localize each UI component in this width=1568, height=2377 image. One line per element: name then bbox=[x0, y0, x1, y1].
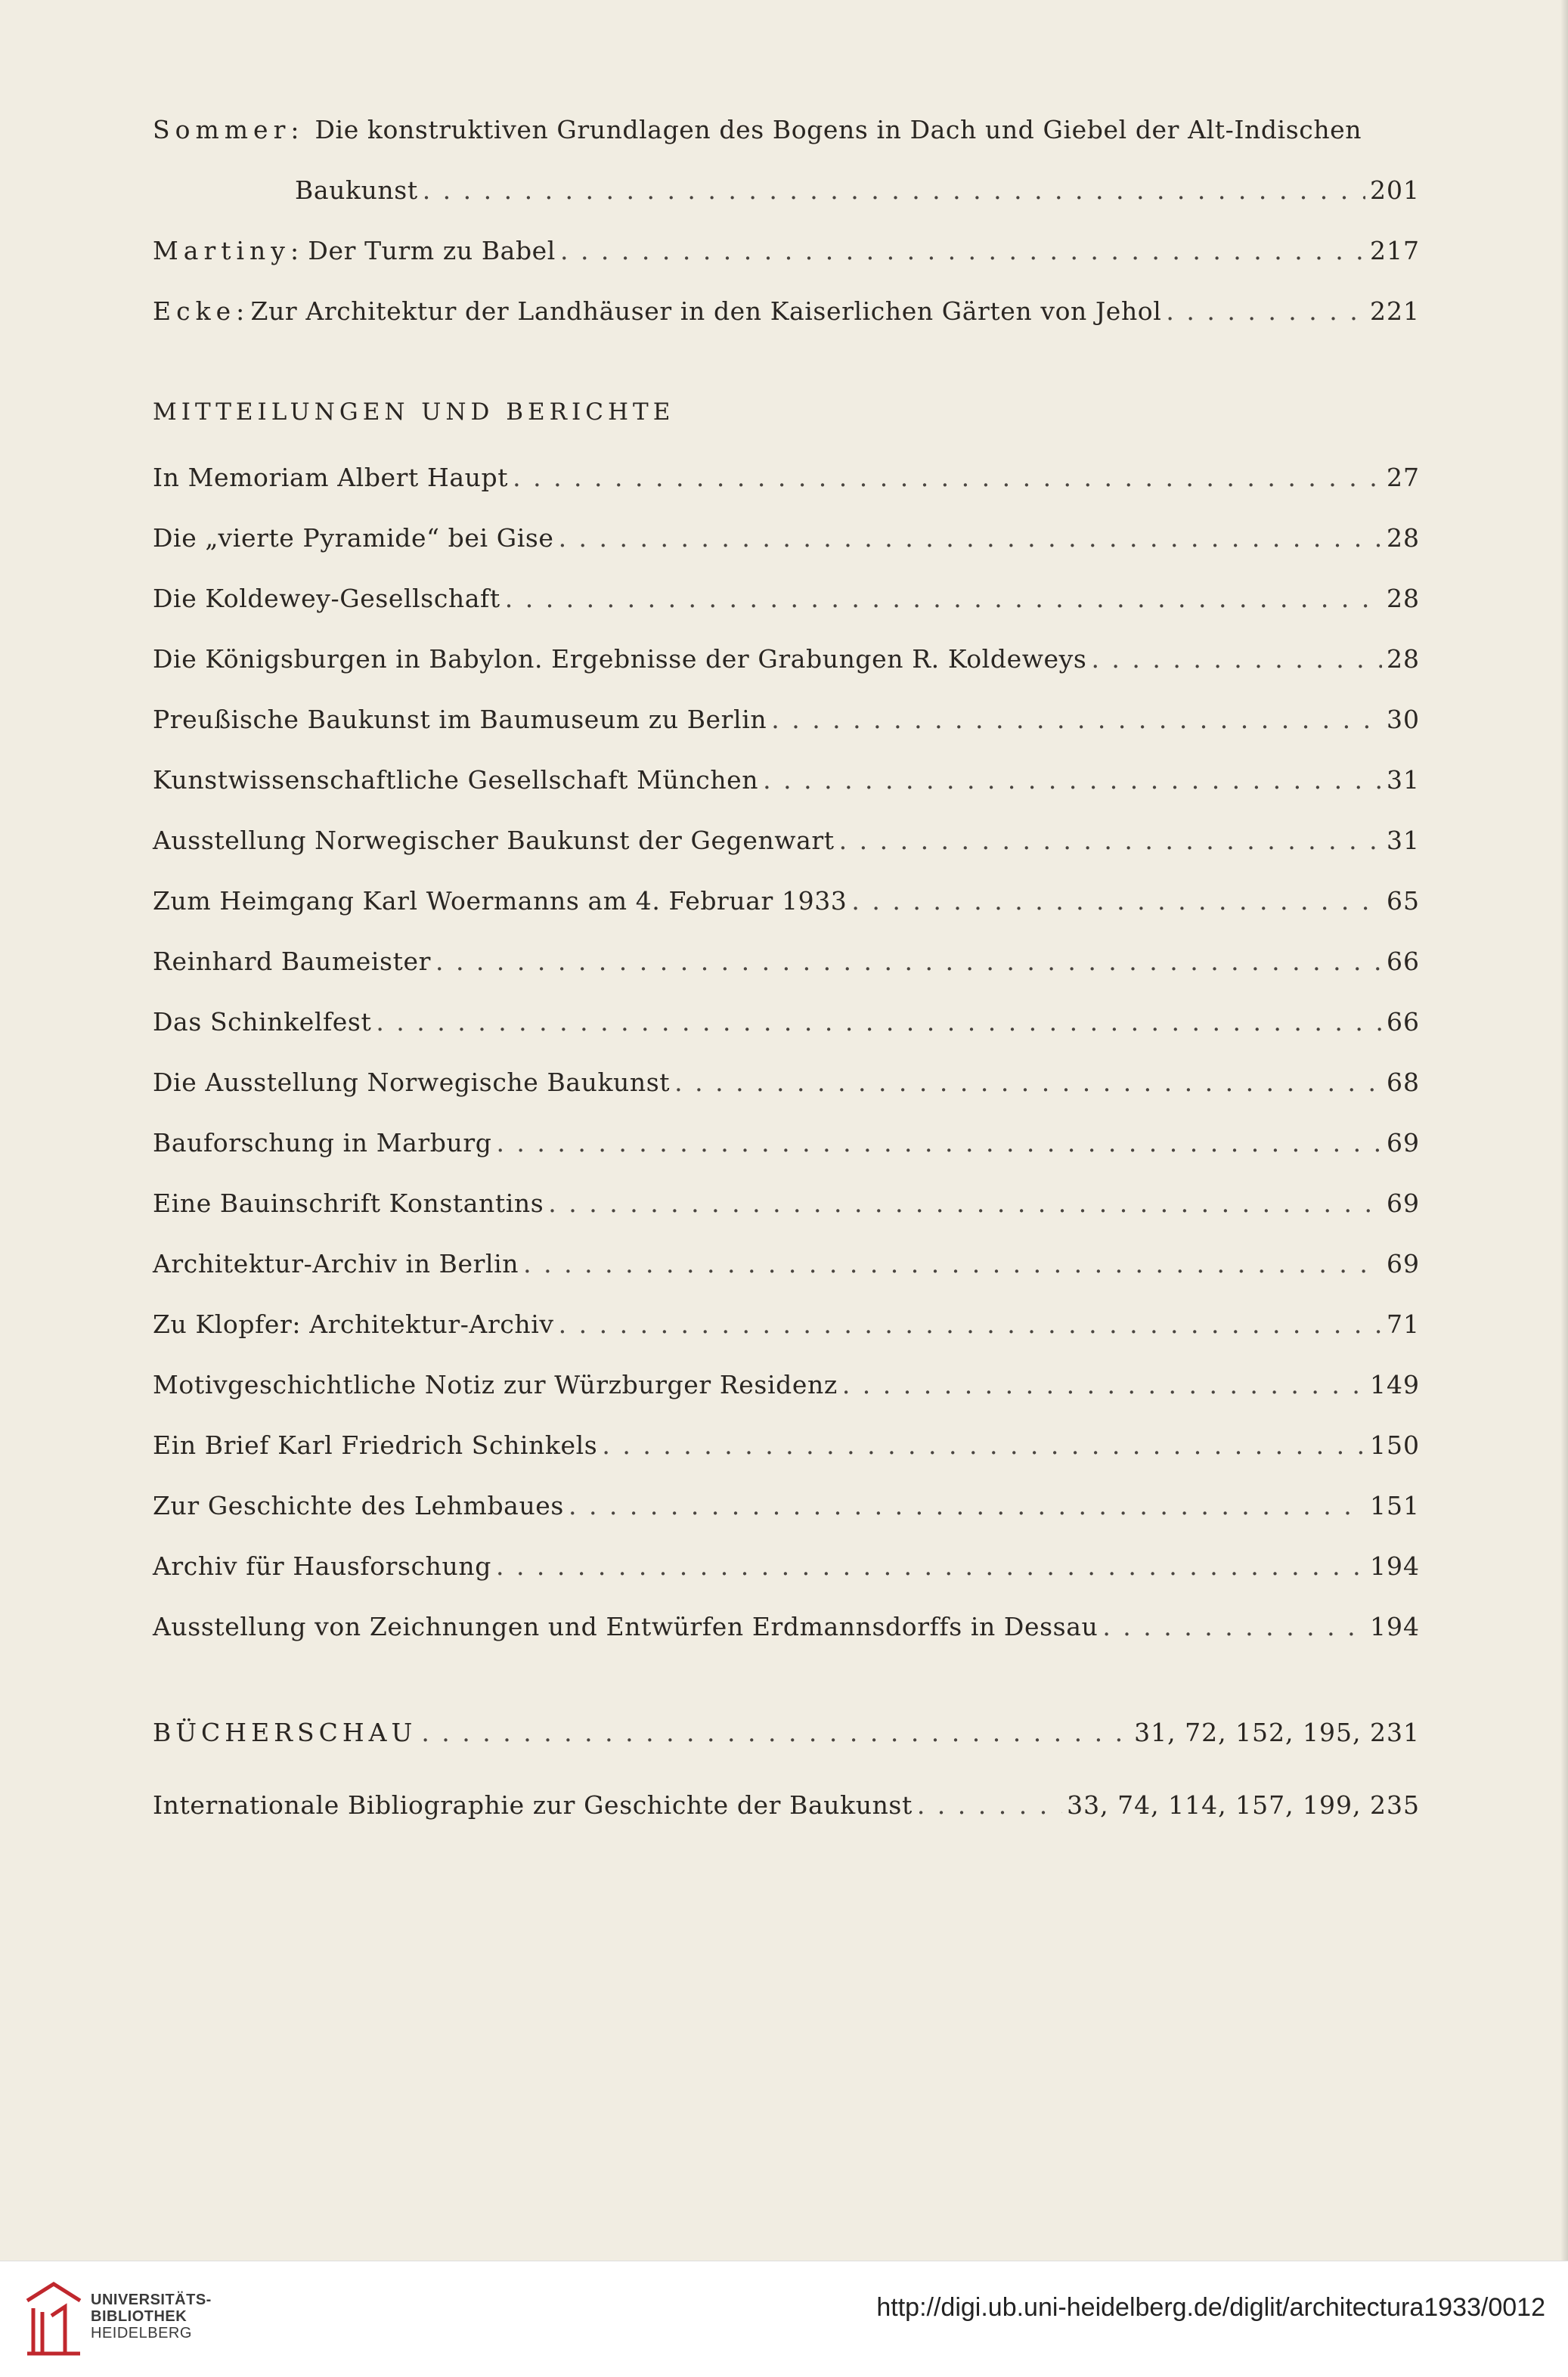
entry-title: Zur Geschichte des Lehmbaues bbox=[153, 1491, 564, 1520]
entry-page: 68 bbox=[1387, 1068, 1420, 1097]
toc-entry bbox=[153, 886, 1420, 922]
toc-entry-ecke bbox=[153, 296, 1420, 333]
entry-title: Zu Klopfer: Architektur-Archiv bbox=[153, 1309, 554, 1339]
toc-entry bbox=[153, 1068, 1420, 1104]
entry-title: Der Turm zu Babel bbox=[308, 236, 556, 265]
dot-leader bbox=[496, 1128, 1382, 1158]
dot-leader bbox=[496, 1551, 1365, 1581]
entry-title: Zur Architektur der Landhäuser in den Kaiserlichen Gärten von Jehol bbox=[250, 296, 1162, 326]
dot-leader bbox=[917, 1790, 1062, 1820]
dot-leader bbox=[513, 463, 1382, 492]
toc-entry bbox=[153, 644, 1420, 680]
entry-page: 69 bbox=[1387, 1188, 1420, 1218]
entry-page: 28 bbox=[1387, 584, 1420, 613]
entry-page: 33, 74, 114, 157, 199, 235 bbox=[1067, 1790, 1420, 1820]
entry-page: 149 bbox=[1370, 1370, 1420, 1399]
entry-page: 194 bbox=[1370, 1551, 1420, 1581]
entry-title: Zum Heimgang Karl Woermanns am 4. Februar 1933 bbox=[153, 886, 848, 916]
dot-leader bbox=[559, 1309, 1382, 1339]
entry-title: Die Königsburgen in Babylon. Ergebnisse der Grabungen R. Koldeweys bbox=[153, 644, 1087, 674]
entry-page: 221 bbox=[1370, 296, 1420, 326]
toc-entry bbox=[153, 1188, 1420, 1225]
toc-entry bbox=[153, 584, 1420, 620]
dot-leader bbox=[1091, 644, 1382, 674]
dot-leader bbox=[839, 826, 1382, 855]
dot-leader bbox=[771, 705, 1382, 734]
entry-author: Martiny: bbox=[153, 236, 305, 265]
toc-entry bbox=[153, 1491, 1420, 1527]
toc-entry bbox=[153, 463, 1420, 499]
entry-page: 65 bbox=[1387, 886, 1420, 916]
dot-leader bbox=[423, 175, 1365, 205]
entry-page: 27 bbox=[1387, 463, 1420, 492]
entry-page: 31 bbox=[1387, 765, 1420, 795]
toc-entry bbox=[153, 826, 1420, 862]
entry-page: 28 bbox=[1387, 644, 1420, 674]
entry-title: Ausstellung von Zeichnungen und Entwürfen Erdmannsdorffs in Dessau bbox=[153, 1612, 1099, 1641]
dot-leader bbox=[851, 886, 1382, 916]
entry-title: BÜCHERSCHAU bbox=[153, 1718, 417, 1747]
dot-leader bbox=[376, 1007, 1382, 1037]
entry-page: 66 bbox=[1387, 947, 1420, 976]
toc-entry bbox=[153, 1612, 1420, 1648]
toc-entry bbox=[153, 523, 1420, 559]
entry-title: Kunstwissenschaftliche Gesellschaft München bbox=[153, 765, 759, 795]
entry-title: Reinhard Baumeister bbox=[153, 947, 431, 976]
entry-author: Sommer: bbox=[153, 115, 305, 144]
dot-leader bbox=[435, 947, 1382, 976]
entry-title: Bauforschung in Marburg bbox=[153, 1128, 492, 1158]
entry-title: Die Ausstellung Norwegische Baukunst bbox=[153, 1068, 671, 1097]
dot-leader bbox=[763, 765, 1382, 795]
entry-page: 66 bbox=[1387, 1007, 1420, 1037]
dot-leader bbox=[1166, 296, 1365, 326]
dot-leader bbox=[560, 236, 1365, 265]
entry-title: Motivgeschichtliche Notiz zur Würzburger Residenz bbox=[153, 1370, 838, 1399]
source-url[interactable]: http://digi.ub.uni-heidelberg.de/diglit/architectura1933/0012 bbox=[876, 2293, 1545, 2322]
toc-entry bbox=[153, 1007, 1420, 1043]
entry-title: Baukunst bbox=[295, 175, 418, 205]
entry-title: Ein Brief Karl Friedrich Schinkels bbox=[153, 1430, 598, 1460]
entry-title: Die konstruktiven Grundlagen des Bogens in Dach und Giebel der Alt-Indischen bbox=[315, 115, 1362, 144]
dot-leader bbox=[674, 1068, 1382, 1097]
entry-title: Ausstellung Norwegischer Baukunst der Gegenwart bbox=[153, 826, 835, 855]
entry-page: 201 bbox=[1370, 175, 1420, 205]
entry-page: 69 bbox=[1387, 1128, 1420, 1158]
entry-page: 194 bbox=[1370, 1612, 1420, 1641]
entry-title: In Memoriam Albert Haupt bbox=[153, 463, 509, 492]
toc-entry bbox=[153, 1430, 1420, 1467]
entry-page: 71 bbox=[1387, 1309, 1420, 1339]
digitization-footer bbox=[0, 2261, 1568, 2377]
entry-title: Preußische Baukunst im Baumuseum zu Berlin bbox=[153, 705, 767, 734]
entry-page: 31, 72, 152, 195, 231 bbox=[1134, 1718, 1420, 1747]
entry-page: 69 bbox=[1387, 1249, 1420, 1278]
entry-title: Die Koldewey-Gesellschaft bbox=[153, 584, 500, 613]
library-name-line3: HEIDELBERG bbox=[91, 2325, 192, 2341]
dot-leader bbox=[1102, 1612, 1365, 1641]
entry-title: Eine Bauinschrift Konstantins bbox=[153, 1188, 544, 1218]
dot-leader bbox=[548, 1188, 1382, 1218]
toc-entry bbox=[153, 1128, 1420, 1164]
toc-entry bbox=[153, 765, 1420, 801]
toc-entry-bibliographie bbox=[153, 1790, 1420, 1827]
entry-author: Ecke: bbox=[153, 296, 250, 326]
dot-leader bbox=[523, 1249, 1382, 1278]
toc-entry bbox=[153, 1551, 1420, 1588]
toc-entry bbox=[153, 1249, 1420, 1285]
library-name-line2: BIBLIOTHEK bbox=[91, 2308, 187, 2325]
entry-title: Die „vierte Pyramide“ bei Gise bbox=[153, 523, 554, 553]
dot-leader bbox=[559, 523, 1382, 553]
toc-entry bbox=[153, 1309, 1420, 1346]
entry-page: 31 bbox=[1387, 826, 1420, 855]
toc-entry bbox=[153, 947, 1420, 983]
toc-entry-sommer-continued bbox=[153, 175, 1420, 212]
dot-leader bbox=[505, 584, 1382, 613]
section-heading: MITTEILUNGEN UND BERICHTE bbox=[153, 398, 675, 426]
entry-page: 30 bbox=[1387, 705, 1420, 734]
toc-entry-buecherschau bbox=[153, 1718, 1420, 1754]
dot-leader bbox=[421, 1718, 1130, 1747]
entry-page: 151 bbox=[1370, 1491, 1420, 1520]
toc-entry bbox=[153, 705, 1420, 741]
library-name-line1: UNIVERSITÄTS- bbox=[91, 2292, 212, 2308]
toc-entry-sommer bbox=[153, 115, 1420, 151]
dot-leader bbox=[569, 1491, 1365, 1520]
entry-title: Archiv für Hausforschung bbox=[153, 1551, 491, 1581]
toc-entry bbox=[153, 1370, 1420, 1406]
toc-entry-martiny bbox=[153, 236, 1420, 272]
dot-leader bbox=[602, 1430, 1365, 1460]
dot-leader bbox=[842, 1370, 1365, 1399]
library-name bbox=[91, 2292, 212, 2341]
entry-title: Das Schinkelfest bbox=[153, 1007, 372, 1037]
entry-title: Internationale Bibliographie zur Geschichte der Baukunst bbox=[153, 1790, 913, 1820]
entry-page: 28 bbox=[1387, 523, 1420, 553]
entry-page: 217 bbox=[1370, 236, 1420, 265]
entry-page: 150 bbox=[1370, 1430, 1420, 1460]
entry-title: Architektur-Archiv in Berlin bbox=[153, 1249, 519, 1278]
